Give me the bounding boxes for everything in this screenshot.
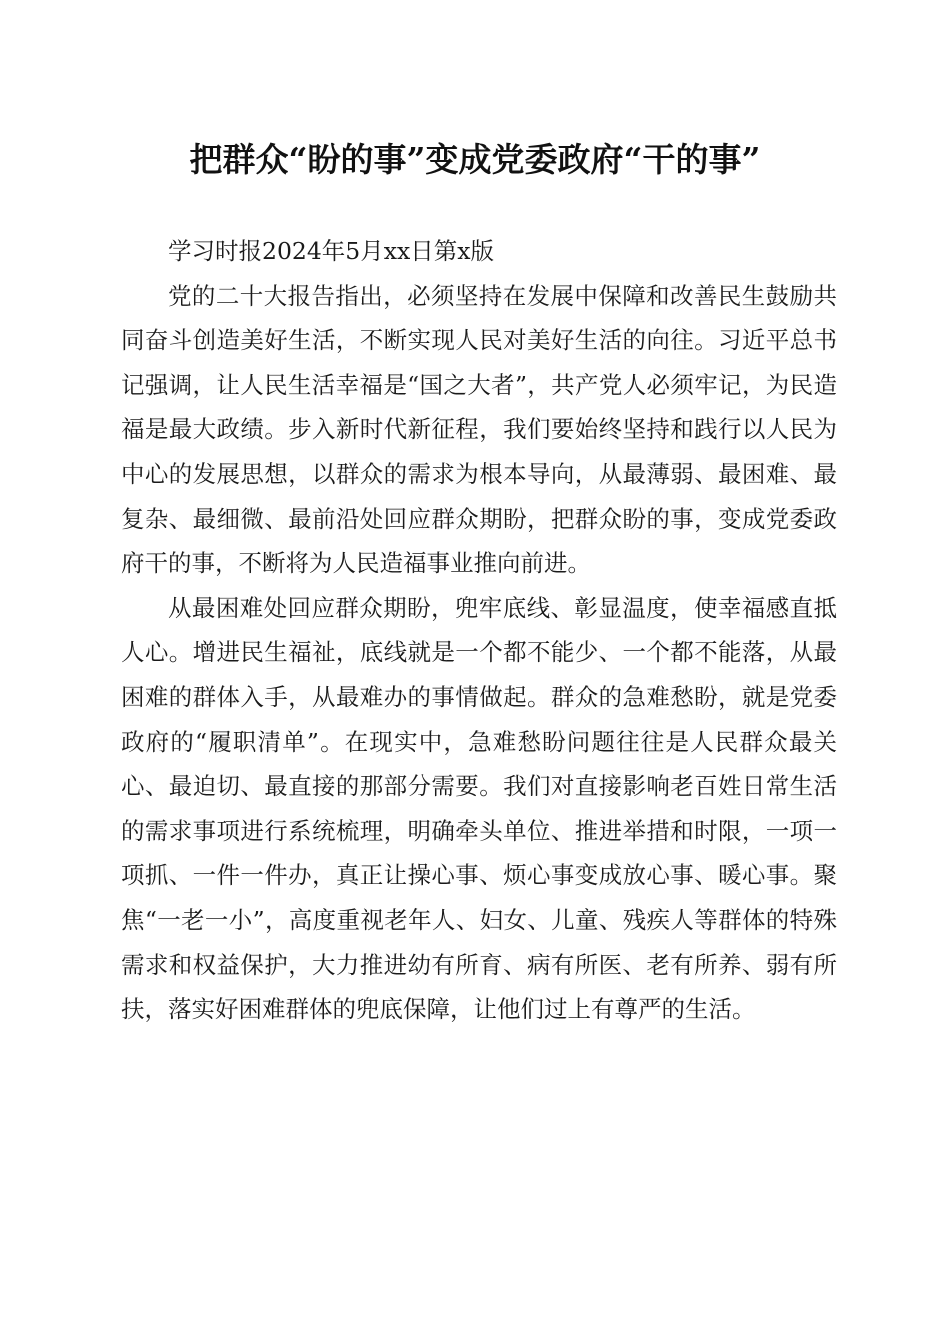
document-title: 把群众“盼的事”变成党委政府“干的事”	[189, 140, 761, 179]
paragraph-1: 党的二十大报告指出，必须坚持在发展中保障和改善民生鼓励共同奋斗创造美好生活，不断实现人民对美好生活的向往。习近平总书记强调，让人民生活幸福是“国之大者”，共产党人必须牢记，为民造福是最大政绩。步入新时代新征程，我们要始终坚持和践行以人民为中心的发展思想，以群众的需求为根本导向，从最薄弱、最困难、最复杂、最细微、最前沿处回应群众期盼，把群众盼的事，变成党委政府干的事，不断将为人民造福事业推向前进。	[121, 281, 837, 578]
document-body	[121, 229, 837, 1032]
source-line: 学习时报2024年5月xx日第x版	[168, 237, 495, 265]
paragraph-2: 从最困难处回应群众期盼，兜牢底线、彰显温度，使幸福感直抵人心。增进民生福祉，底线就是一个都不能少、一个都不能落，从最困难的群体入手，从最难办的事情做起。群众的急难愁盼，就是党委政府的“履职清单”。在现实中，急难愁盼问题往往是人民群众最关心、最迫切、最直接的那部分需要。我们对直接影响老百姓日常生活的需求事项进行系统梳理，明确牵头单位、推进举措和时限，一项一项抓、一件一件办，真正让操心事、烦心事变成放心事、暖心事。聚焦“一老一小”，高度重视老年人、妇女、儿童、残疾人等群体的特殊需求和权益保护，大力推进幼有所育、病有所医、老有所养、弱有所扶，落实好困难群体的兜底保障，让他们过上有尊严的生活。	[121, 593, 837, 1024]
